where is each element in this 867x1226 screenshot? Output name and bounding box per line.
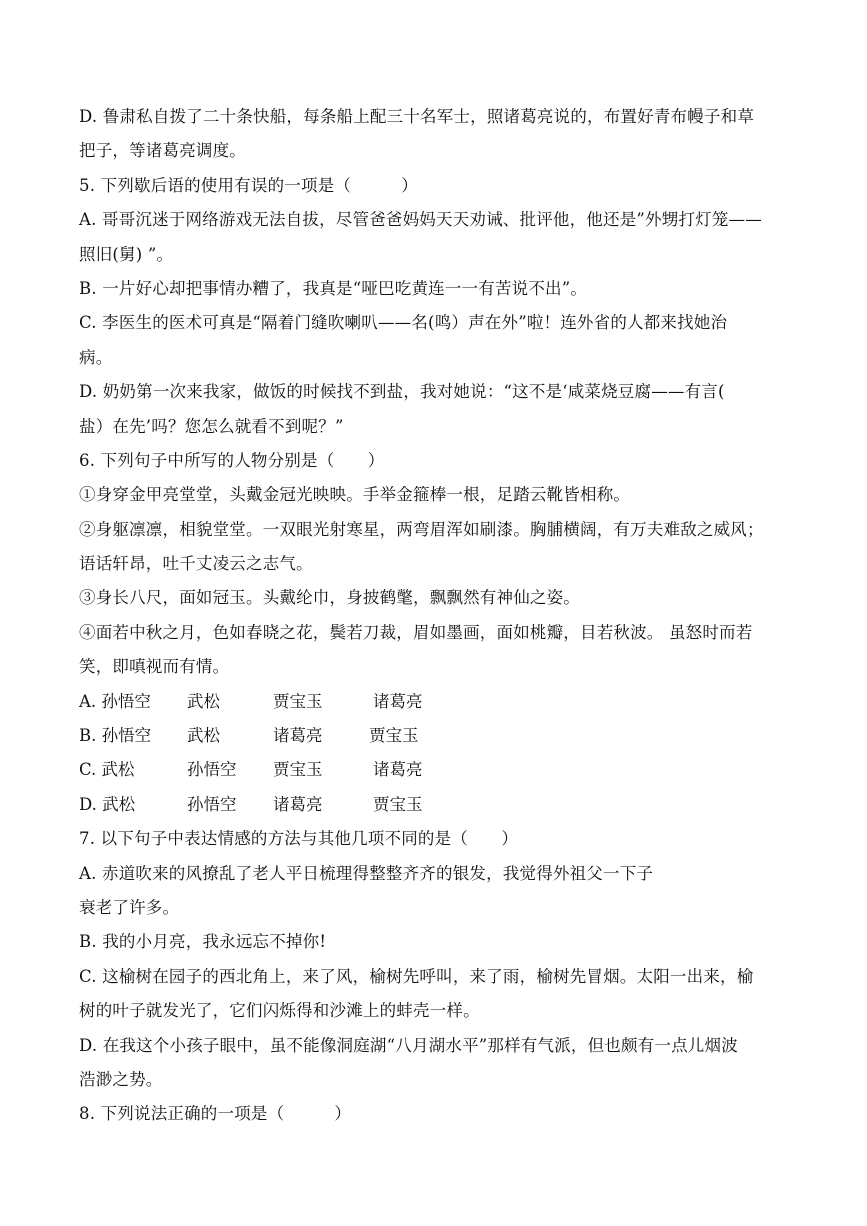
option-cell: C. 武松 <box>79 760 135 780</box>
text-line: 浩渺之势。 <box>79 1069 163 1089</box>
text-line: 笑，即嗔视而有情。 <box>79 657 230 677</box>
option-cell: 诸葛亮 <box>373 691 423 711</box>
option-cell: D. 武松 <box>79 794 136 814</box>
option-cell: 武松 <box>187 691 220 711</box>
question-7-stem: 7. 以下句子中表达情感的方法与其他几项不同的是（ ） <box>79 829 519 849</box>
question-8-stem: 8. 下列说法正确的一项是（ ） <box>79 1104 352 1124</box>
option-row-b <box>79 719 795 753</box>
question-5-stem: 5. 下列歇后语的使用有误的一项是（ ） <box>79 175 418 195</box>
option-cell: 诸葛亮 <box>273 794 323 814</box>
text-line: ③身长八尺，面如冠玉。头戴纶巾，身披鹤氅，飘飘然有神仙之姿。 <box>79 588 580 608</box>
option-row-c <box>79 753 795 787</box>
option-cell: 武松 <box>187 726 220 746</box>
text-line: 树的叶子就发光了，它们闪烁得和沙滩上的蚌壳一样。 <box>79 1001 480 1021</box>
text-line: A. 哥哥沉迷于网络游戏无法自拔，尽管爸爸妈妈天天劝诫、批评他，他还是”外甥打灯笼—— <box>79 210 762 230</box>
text-line: 把子，等诸葛亮调度。 <box>79 141 246 161</box>
text-line: 衰老了许多。 <box>79 897 180 917</box>
option-cell: 贾宝玉 <box>273 760 323 780</box>
text-line: B. 我的小月亮，我永远忘不掉你! <box>79 932 327 952</box>
option-cell: 贾宝玉 <box>273 691 323 711</box>
option-cell: 诸葛亮 <box>373 760 423 780</box>
text-line: 病。 <box>79 347 113 367</box>
text-line: ②身躯凛凛，相貌堂堂。一双眼光射寒星，两弯眉浑如刷漆。胸脯横阔，有万夫难敌之威风； <box>79 519 764 539</box>
option-cell: 孙悟空 <box>187 794 237 814</box>
text-line: C. 这榆树在园子的西北角上，来了风，榆树先呼叫，来了雨，榆树先冒烟。太阳一出来，榆 <box>79 966 754 986</box>
option-cell: 贾宝玉 <box>369 726 419 746</box>
option-cell: 诸葛亮 <box>273 726 323 746</box>
text-line: 照旧(舅) ”。 <box>79 244 174 264</box>
option-row-a <box>79 685 795 719</box>
text-line: 语话轩昂，吐千丈凌云之志气。 <box>79 554 313 574</box>
option-cell: 孙悟空 <box>187 760 237 780</box>
text-line: ④面若中秋之月，色如春晓之花，鬓若刀裁，眉如墨画，面如桃瓣，目若秋波。 虽怒时而若 <box>79 622 753 642</box>
text-line: ①身穿金甲亮堂堂，头戴金冠光映映。手举金箍棒一根，足踏云靴皆相称。 <box>79 485 631 505</box>
text-line: D. 鲁肃私自拨了二十条快船，每条船上配三十名军士，照诸葛亮说的，布置好青布幔子和草 <box>79 107 755 126</box>
document-body <box>79 100 795 1132</box>
option-cell: A. 孙悟空 <box>79 691 151 711</box>
text-line: B. 一片好心却把事情办糟了，我真是“哑巴吃黄连一一有苦说不出”。 <box>79 278 588 298</box>
text-line: A. 赤道吹来的风撩乱了老人平日梳理得整整齐齐的银发，我觉得外祖父一下子 <box>79 863 654 883</box>
option-row-d <box>79 788 795 822</box>
text-line: 盐）在先’吗？您怎么就看不到呢？” <box>79 416 344 436</box>
question-6-stem: 6. 下列句子中所写的人物分别是（ ） <box>79 450 385 470</box>
text-line: C. 李医生的医术可真是“隔着门缝吹喇叭——名(鸣）声在外”啦！连外省的人都来找她治 <box>79 313 728 333</box>
text-line: D. 奶奶第一次来我家，做饭的时候找不到盐，我对她说：“这不是‘咸菜烧豆腐——有言( <box>79 382 725 402</box>
option-cell: B. 孙悟空 <box>79 726 152 746</box>
option-cell: 贾宝玉 <box>373 794 423 814</box>
text-line: D. 在我这个小孩子眼中，虽不能像洞庭湖“八月湖水平”那样有气派，但也颇有一点儿烟波 <box>79 1035 738 1055</box>
